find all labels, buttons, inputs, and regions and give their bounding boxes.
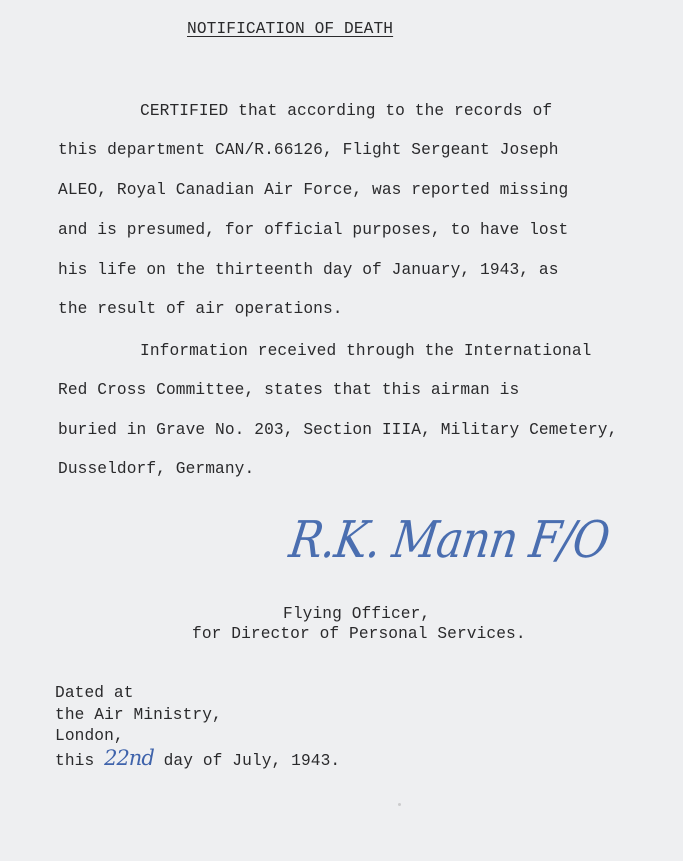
paragraph1-line: the result of air operations.: [58, 300, 343, 318]
dated-line-suffix: day of July, 1943.: [153, 752, 341, 770]
paragraph1-line: his life on the thirteenth day of January, 1943, as: [58, 261, 559, 279]
signatory-title: Flying Officer,: [283, 605, 431, 623]
dated-line: Dated at: [55, 684, 134, 702]
paper-speck: [398, 803, 401, 806]
paragraph1-line: and is presumed, for official purposes, to have lost: [58, 221, 569, 239]
dated-line-prefix: this: [55, 752, 105, 770]
paragraph1-line: ALEO, Royal Canadian Air Force, was reported missing: [58, 181, 569, 199]
signatory-department: for Director of Personal Services.: [192, 625, 526, 643]
paragraph1-line: this department CAN/R.66126, Flight Sergeant Joseph: [58, 141, 559, 159]
dated-line: the Air Ministry,: [55, 706, 222, 724]
paragraph1-line: CERTIFIED that according to the records of: [140, 102, 553, 120]
handwritten-signature: R.K. Mann F/O: [285, 511, 613, 570]
dated-line: London,: [55, 727, 124, 745]
handwritten-day: 22nd: [104, 746, 154, 770]
paragraph2-line: buried in Grave No. 203, Section IIIA, Military Cemetery,: [58, 421, 618, 439]
paragraph2-line: Dusseldorf, Germany.: [58, 460, 255, 478]
paragraph2-line: Red Cross Committee, states that this airman is: [58, 381, 520, 399]
paragraph2-line: Information received through the International: [140, 342, 592, 360]
dated-line: [55, 746, 341, 770]
document-title: NOTIFICATION OF DEATH: [187, 20, 394, 38]
